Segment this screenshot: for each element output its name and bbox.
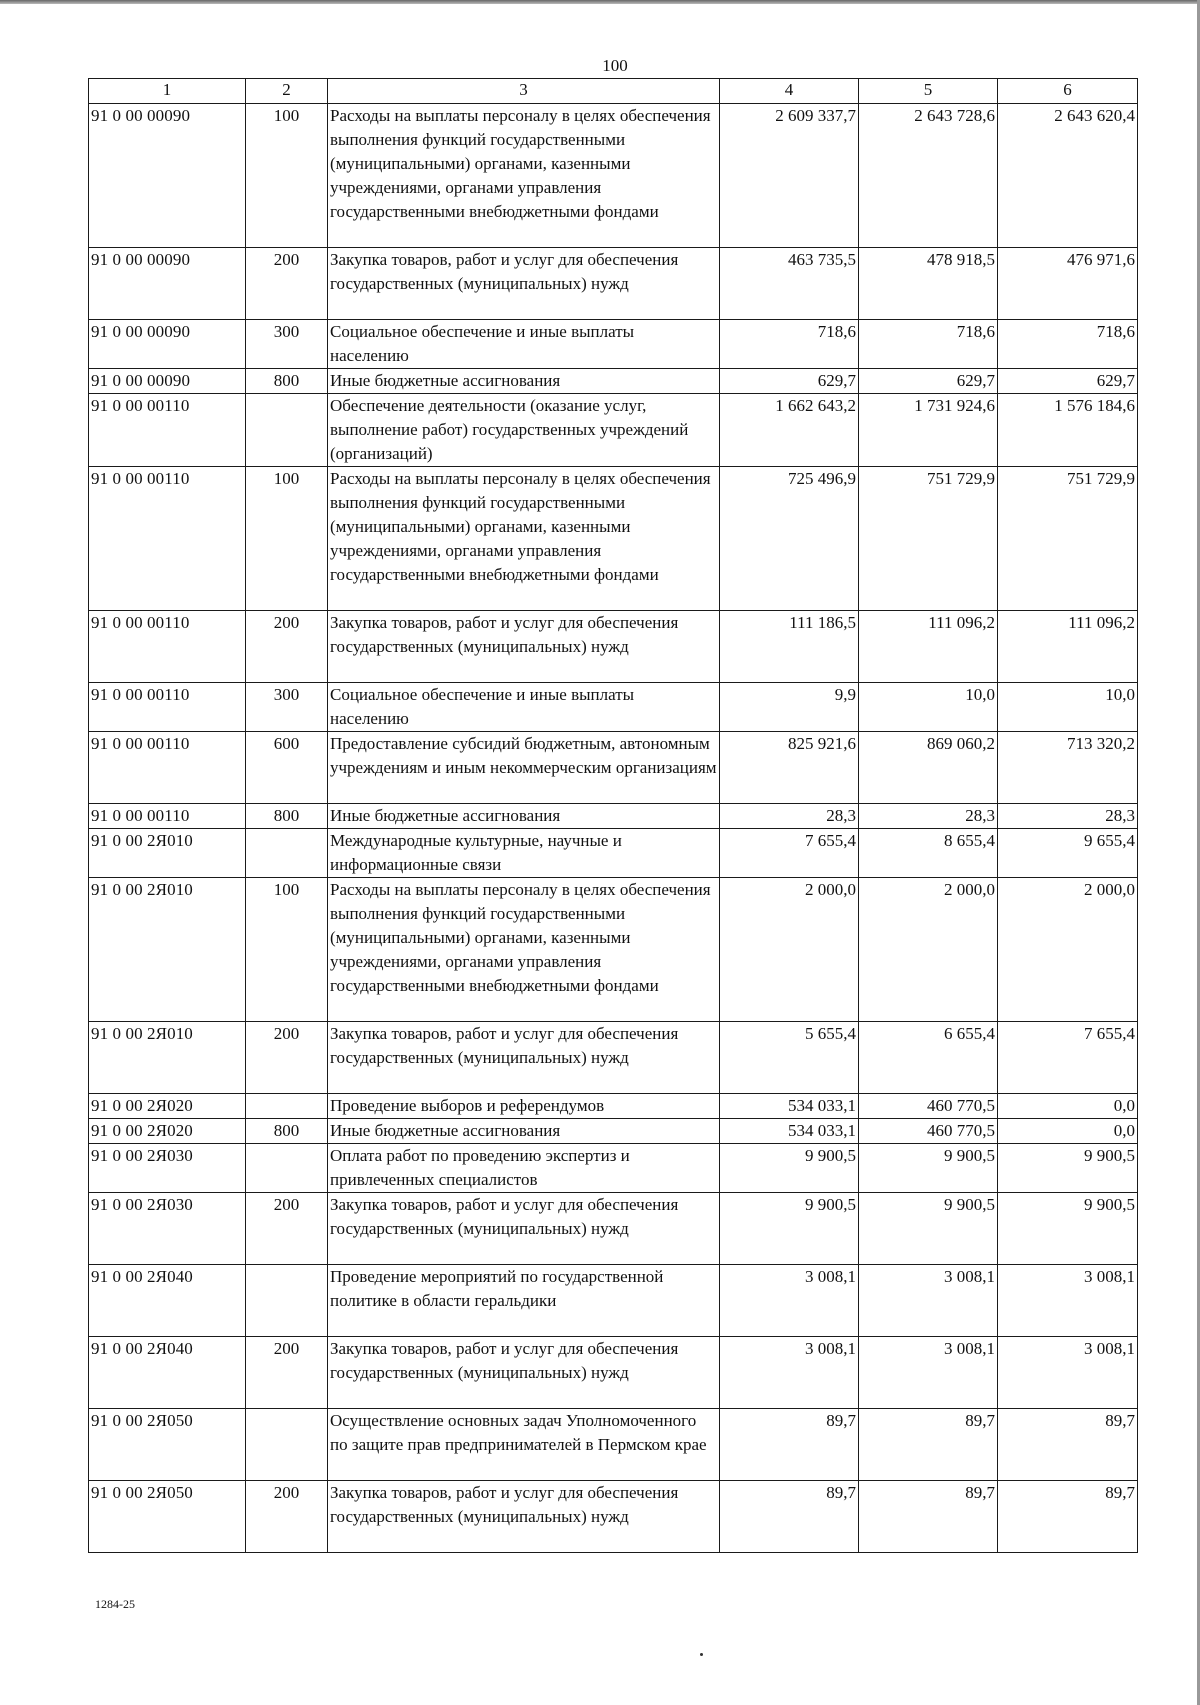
- code-cell: 91 0 00 2Я050: [89, 1409, 246, 1481]
- code-cell: 91 0 00 2Я010: [89, 1022, 246, 1094]
- code-cell: 91 0 00 2Я050: [89, 1481, 246, 1553]
- amount-col4-cell: 5 655,4: [720, 1022, 859, 1094]
- table-row: [89, 1022, 1138, 1094]
- expense-type-cell: 200: [246, 1193, 328, 1265]
- document-code: 1284-25: [95, 1597, 135, 1611]
- code-cell: 91 0 00 2Я010: [89, 878, 246, 1022]
- table-row: [89, 732, 1138, 804]
- amount-col4-cell: 3 008,1: [720, 1337, 859, 1409]
- description-cell: Проведение мероприятий по государственной политике в области геральдики: [328, 1265, 720, 1337]
- amount-col4-cell: 111 186,5: [720, 611, 859, 683]
- table-row: [89, 1337, 1138, 1409]
- expense-type-cell: 200: [246, 611, 328, 683]
- amount-col6-cell: 629,7: [998, 369, 1138, 394]
- col-header-5: 5: [859, 79, 998, 104]
- code-cell: 91 0 00 2Я040: [89, 1265, 246, 1337]
- description-cell: Закупка товаров, работ и услуг для обеспечения государственных (муниципальных) нужд: [328, 1193, 720, 1265]
- amount-col4-cell: 463 735,5: [720, 248, 859, 320]
- header-row: [89, 79, 1138, 104]
- expense-type-cell: [246, 394, 328, 467]
- code-cell: 91 0 00 00110: [89, 467, 246, 611]
- amount-col5-cell: 3 008,1: [859, 1265, 998, 1337]
- col-header-2: 2: [246, 79, 328, 104]
- amount-col5-cell: 89,7: [859, 1481, 998, 1553]
- code-cell: 91 0 00 00090: [89, 104, 246, 248]
- amount-col4-cell: 534 033,1: [720, 1094, 859, 1119]
- amount-col6-cell: 89,7: [998, 1481, 1138, 1553]
- amount-col6-cell: 7 655,4: [998, 1022, 1138, 1094]
- expense-type-cell: [246, 829, 328, 878]
- expense-type-cell: 600: [246, 732, 328, 804]
- expense-type-cell: 800: [246, 1119, 328, 1144]
- amount-col4-cell: 534 033,1: [720, 1119, 859, 1144]
- description-cell: Иные бюджетные ассигнования: [328, 804, 720, 829]
- description-cell: Расходы на выплаты персоналу в целях обеспечения выполнения функций государственными (муниципальными) органами, казенными учреждениями, органами управления государственными внебюджетными фондами: [328, 467, 720, 611]
- table-row: [89, 1193, 1138, 1265]
- expense-type-cell: 200: [246, 1337, 328, 1409]
- amount-col4-cell: 2 609 337,7: [720, 104, 859, 248]
- table-row: [89, 1094, 1138, 1119]
- amount-col6-cell: 10,0: [998, 683, 1138, 732]
- amount-col4-cell: 718,6: [720, 320, 859, 369]
- amount-col4-cell: 2 000,0: [720, 878, 859, 1022]
- code-cell: 91 0 00 00110: [89, 683, 246, 732]
- description-cell: Социальное обеспечение и иные выплаты населению: [328, 320, 720, 369]
- amount-col5-cell: 629,7: [859, 369, 998, 394]
- expense-type-cell: 300: [246, 320, 328, 369]
- expense-type-cell: 800: [246, 369, 328, 394]
- col-header-6: 6: [998, 79, 1138, 104]
- description-cell: Оплата работ по проведению экспертиз и привлеченных специалистов: [328, 1144, 720, 1193]
- table-row: [89, 1265, 1138, 1337]
- table-row: [89, 1119, 1138, 1144]
- code-cell: 91 0 00 00090: [89, 248, 246, 320]
- description-cell: Иные бюджетные ассигнования: [328, 1119, 720, 1144]
- expense-type-cell: [246, 1265, 328, 1337]
- code-cell: 91 0 00 2Я010: [89, 829, 246, 878]
- amount-col5-cell: 9 900,5: [859, 1144, 998, 1193]
- page-number: 100: [602, 56, 628, 75]
- expense-type-cell: 100: [246, 467, 328, 611]
- amount-col6-cell: 476 971,6: [998, 248, 1138, 320]
- scan-edge-top: [0, 0, 1200, 4]
- amount-col5-cell: 8 655,4: [859, 829, 998, 878]
- table-row: [89, 683, 1138, 732]
- amount-col4-cell: 9 900,5: [720, 1193, 859, 1265]
- amount-col4-cell: 725 496,9: [720, 467, 859, 611]
- amount-col4-cell: 7 655,4: [720, 829, 859, 878]
- description-cell: Закупка товаров, работ и услуг для обеспечения государственных (муниципальных) нужд: [328, 1337, 720, 1409]
- amount-col4-cell: 89,7: [720, 1481, 859, 1553]
- amount-col6-cell: 9 900,5: [998, 1144, 1138, 1193]
- table-row: [89, 829, 1138, 878]
- table-row: [89, 1144, 1138, 1193]
- amount-col5-cell: 28,3: [859, 804, 998, 829]
- description-cell: Международные культурные, научные и информационные связи: [328, 829, 720, 878]
- description-cell: Иные бюджетные ассигнования: [328, 369, 720, 394]
- amount-col5-cell: 10,0: [859, 683, 998, 732]
- amount-col6-cell: 9 655,4: [998, 829, 1138, 878]
- amount-col6-cell: 751 729,9: [998, 467, 1138, 611]
- code-cell: 91 0 00 00110: [89, 732, 246, 804]
- description-cell: Закупка товаров, работ и услуг для обеспечения государственных (муниципальных) нужд: [328, 248, 720, 320]
- amount-col6-cell: 3 008,1: [998, 1337, 1138, 1409]
- description-cell: Закупка товаров, работ и услуг для обеспечения государственных (муниципальных) нужд: [328, 611, 720, 683]
- col-header-1: 1: [89, 79, 246, 104]
- amount-col5-cell: 460 770,5: [859, 1119, 998, 1144]
- amount-col6-cell: 713 320,2: [998, 732, 1138, 804]
- code-cell: 91 0 00 00110: [89, 611, 246, 683]
- description-cell: Социальное обеспечение и иные выплаты населению: [328, 683, 720, 732]
- expense-type-cell: 200: [246, 1022, 328, 1094]
- amount-col4-cell: 89,7: [720, 1409, 859, 1481]
- amount-col6-cell: 9 900,5: [998, 1193, 1138, 1265]
- expense-type-cell: 200: [246, 248, 328, 320]
- table-row: [89, 878, 1138, 1022]
- description-cell: Расходы на выплаты персоналу в целях обеспечения выполнения функций государственными (муниципальными) органами, казенными учреждениями, органами управления государственными внебюджетными фондами: [328, 104, 720, 248]
- table-row: [89, 611, 1138, 683]
- amount-col6-cell: 718,6: [998, 320, 1138, 369]
- amount-col5-cell: 869 060,2: [859, 732, 998, 804]
- amount-col6-cell: 89,7: [998, 1409, 1138, 1481]
- description-cell: Закупка товаров, работ и услуг для обеспечения государственных (муниципальных) нужд: [328, 1481, 720, 1553]
- amount-col5-cell: 9 900,5: [859, 1193, 998, 1265]
- description-cell: Обеспечение деятельности (оказание услуг, выполнение работ) государственных учреждений (организаций): [328, 394, 720, 467]
- col-header-4: 4: [720, 79, 859, 104]
- amount-col6-cell: 2 000,0: [998, 878, 1138, 1022]
- amount-col4-cell: 825 921,6: [720, 732, 859, 804]
- description-cell: Предоставление субсидий бюджетным, автономным учреждениям и иным некоммерческим организациям: [328, 732, 720, 804]
- table-row: [89, 1481, 1138, 1553]
- description-cell: Закупка товаров, работ и услуг для обеспечения государственных (муниципальных) нужд: [328, 1022, 720, 1094]
- amount-col5-cell: 478 918,5: [859, 248, 998, 320]
- expense-type-cell: [246, 1409, 328, 1481]
- amount-col4-cell: 629,7: [720, 369, 859, 394]
- table-row: [89, 467, 1138, 611]
- amount-col6-cell: 1 576 184,6: [998, 394, 1138, 467]
- table-row: [89, 804, 1138, 829]
- amount-col5-cell: 2 643 728,6: [859, 104, 998, 248]
- expense-type-cell: 300: [246, 683, 328, 732]
- amount-col5-cell: 718,6: [859, 320, 998, 369]
- code-cell: 91 0 00 2Я040: [89, 1337, 246, 1409]
- expense-type-cell: [246, 1094, 328, 1119]
- code-cell: 91 0 00 2Я020: [89, 1094, 246, 1119]
- amount-col5-cell: 89,7: [859, 1409, 998, 1481]
- code-cell: 91 0 00 00110: [89, 804, 246, 829]
- amount-col6-cell: 2 643 620,4: [998, 104, 1138, 248]
- expense-type-cell: 800: [246, 804, 328, 829]
- amount-col4-cell: 1 662 643,2: [720, 394, 859, 467]
- amount-col5-cell: 1 731 924,6: [859, 394, 998, 467]
- amount-col4-cell: 3 008,1: [720, 1265, 859, 1337]
- amount-col5-cell: 2 000,0: [859, 878, 998, 1022]
- expense-type-cell: 100: [246, 104, 328, 248]
- code-cell: 91 0 00 00110: [89, 394, 246, 467]
- table-row: [89, 1409, 1138, 1481]
- budget-table: [88, 78, 1138, 1553]
- table-row: [89, 394, 1138, 467]
- expense-type-cell: [246, 1144, 328, 1193]
- amount-col6-cell: 28,3: [998, 804, 1138, 829]
- amount-col5-cell: 460 770,5: [859, 1094, 998, 1119]
- description-cell: Проведение выборов и референдумов: [328, 1094, 720, 1119]
- amount-col4-cell: 9,9: [720, 683, 859, 732]
- table-row: [89, 104, 1138, 248]
- amount-col4-cell: 9 900,5: [720, 1144, 859, 1193]
- amount-col5-cell: 6 655,4: [859, 1022, 998, 1094]
- amount-col5-cell: 111 096,2: [859, 611, 998, 683]
- amount-col5-cell: 751 729,9: [859, 467, 998, 611]
- amount-col6-cell: 3 008,1: [998, 1265, 1138, 1337]
- amount-col6-cell: 111 096,2: [998, 611, 1138, 683]
- amount-col4-cell: 28,3: [720, 804, 859, 829]
- scan-speck: [700, 1653, 703, 1656]
- code-cell: 91 0 00 00090: [89, 320, 246, 369]
- description-cell: Осуществление основных задач Уполномоченного по защите прав предпринимателей в Пермском крае: [328, 1409, 720, 1481]
- amount-col5-cell: 3 008,1: [859, 1337, 998, 1409]
- table-row: [89, 320, 1138, 369]
- amount-col6-cell: 0,0: [998, 1119, 1138, 1144]
- amount-col6-cell: 0,0: [998, 1094, 1138, 1119]
- expense-type-cell: 200: [246, 1481, 328, 1553]
- expense-type-cell: 100: [246, 878, 328, 1022]
- table-row: [89, 369, 1138, 394]
- code-cell: 91 0 00 2Я020: [89, 1119, 246, 1144]
- description-cell: Расходы на выплаты персоналу в целях обеспечения выполнения функций государственными (муниципальными) органами, казенными учреждениями, органами управления государственными внебюджетными фондами: [328, 878, 720, 1022]
- code-cell: 91 0 00 2Я030: [89, 1193, 246, 1265]
- table-row: [89, 248, 1138, 320]
- code-cell: 91 0 00 2Я030: [89, 1144, 246, 1193]
- code-cell: 91 0 00 00090: [89, 369, 246, 394]
- col-header-3: 3: [328, 79, 720, 104]
